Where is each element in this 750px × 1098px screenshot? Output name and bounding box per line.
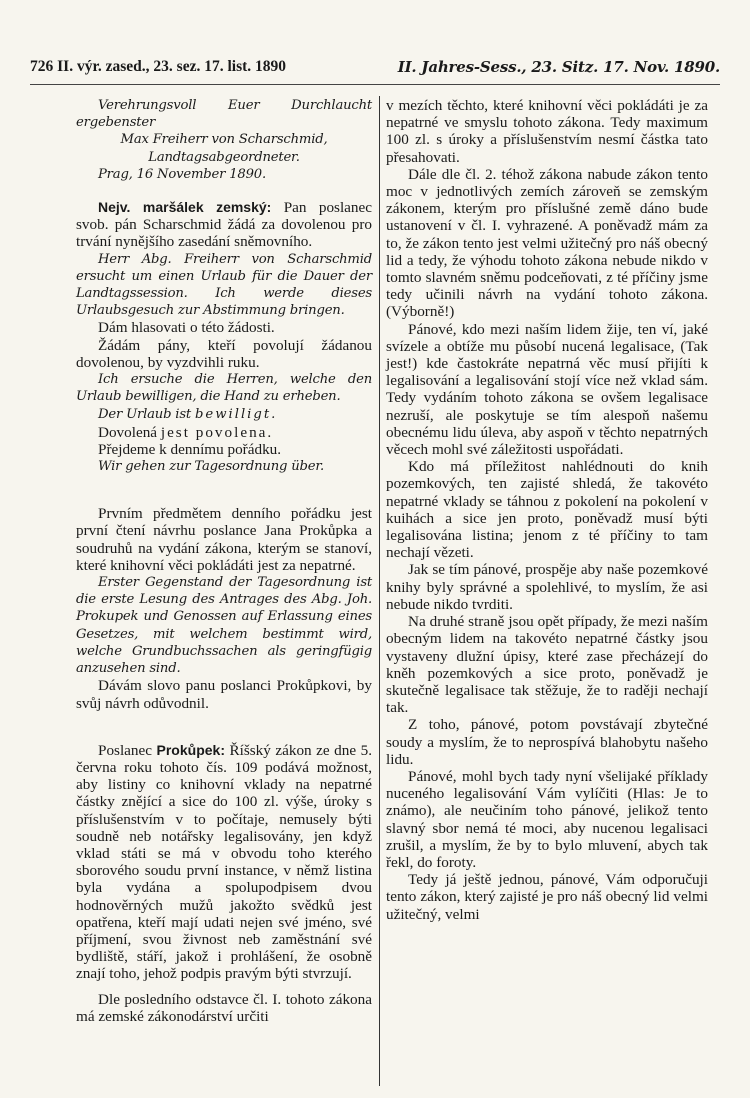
right-column: [386, 97, 708, 923]
text-emphasis: bewilligt.: [194, 407, 278, 423]
paragraph-examples: Pánové, mohl bych tady nyní všelijaké příklady nuceného legalisování Vám vylíčiti (Hlas: Je to známo), ale neučiním toho pánové, jelikož tento slavný sbor nemá té moci, aby nucenou legalisaci zrušil, a myslím, že by to bylo mluvení, abych tak řekl, do foroty.: [386, 767, 708, 871]
paragraph-useless-courts: Z toho, pánové, potom povstávají zbytečné soudy a myslím, že to neprospívá blahobytu našeho lidu.: [386, 716, 708, 768]
running-header: [30, 58, 720, 76]
column-divider: [379, 96, 380, 1086]
header-czech: 726 II. výr. zased., 23. sez. 17. list. 1890: [30, 58, 287, 75]
paragraph-vote-call: Dám hlasovati o této žádosti.: [98, 319, 275, 337]
text-part: Der Urlaub ist: [98, 407, 195, 423]
paragraph-text: Pan poslanec svob. pán Scharschmid žádá za dovolenou pro trvání nynějšího zasedání sněmovního.: [76, 199, 372, 251]
paragraph-legalisation: Pánové, kdo mezi naším lidem žije, ten ví, jaké svízele a obtíže mu působí nucená legalisace, (Tak jest!) kde častokráte nepatrná věc musí přijíti k legalisování a legalisování stojí více než vklad sám. Tedy vydáním tohoto zákona se ovšem legalisace nezruší, ale poskytuje se tím alespoň našemu obecnému lidu úleva, aby aspoň v těchto nepatrných věcech mohl své záležitosti uspořádati.: [386, 320, 708, 459]
text-part: Dovolená: [98, 423, 161, 441]
paragraph-continued: v mezích těchto, které knihovní věci pokládáti je za nepatrné ve smyslu tohoto zákona. Tedy maximum 100 zl. s úroky a příslušenstvím nesmí částka tato přesahovati.: [386, 97, 708, 166]
speaker-name: Nejv. maršálek zemský:: [98, 199, 272, 216]
signature-name: Max Freiherr von Scharschmid,: [120, 132, 328, 148]
paragraph-article-two: Dále dle čl. 2. téhož zákona nabude zákon tento moc v jednotlivých zemích zároveň se zemským zákonem, kterým pro příslušné země dáno bude ustanovení v čl. I. vyhrazené. A poněvadž mám za to, že zákon tento jest velmi užitečný pro náš obecný lid a tedy, že výhodu tohoto zákona nebude nikdo v tomto slavném sněmu podceňovati, z té příčiny jsme tedy učinili návrh na vydání tohoto zákona. (Výborně!): [386, 165, 708, 321]
signature-date: Prag, 16 November 1890.: [98, 166, 266, 182]
paragraph-speaker-marshal: [76, 199, 372, 251]
paragraph-other-cases: Na druhé straně jsou opět případy, že mezi naším obecným lidem na takovéto nepatrné částky jsou vystaveny dlužní úpisy, které zase přecházejí do kněh pozemkových a sice proto, poněvadž je skutečně legalisace tak stěžuje, že to raději nechají tak.: [386, 613, 708, 717]
paragraph-agenda-german: Wir gehen zur Tagesordnung über.: [98, 459, 325, 475]
paragraph-first-item: Prvním předmětem denního pořádku jest první čtení návrhu poslance Jana Prokůpka a soudruhů na vydání zákona, kterým se stanoví, které knihovní věci pokládáti jest za nepatrné.: [76, 505, 372, 574]
signature-closing: Verehrungsvoll Euer Durchlaucht ergebenster: [76, 98, 372, 131]
paragraph-text: Říšský zákon ze dne 5. června roku tohoto čís. 109 podává možnost, aby listiny co knihovní vklady na nepatrné částky znějící a sice do 100 zl. výše, úroky s příslušenstvím v to počítaje, nemusely býti soudně neb notářsky legalisovány, jen když vklad státi se má v obvodu toho kterého sborového soudu první instance, v němž listina byla vydána a spolupodpisem dvou hodnověrných mužů jakožto svědků jest opatřena, kteří mají udati nejen své jméno, své příjmení, svou živnost neb zaměstnání své bydliště, stáří, jakož i prohlášení, že osobně znají toho, jehož podpis pravým býti stvrzují.: [76, 741, 372, 983]
paragraph-last-section: Dle posledního odstavce čl. I. tohoto zákona má zemské zákonodárství určiti: [76, 990, 372, 1025]
paragraph-german-request: Herr Abg. Freiherr von Scharschmid ersucht um einen Urlaub für die Dauer der Landtagssession. Ich werde dieses Urlaubsgesuch zur Abstimmung bringen.: [76, 251, 372, 319]
paragraph-first-item-german: Erster Gegenstand der Tagesordnung ist die erste Lesung des Antrages des Abg. Joh. Prokupek und Genossen auf Erlassung eines Gesetzes, mit welchem bestimmt wird, welche Grundbuchssachen als geringfügig anzusehen sind.: [76, 575, 372, 677]
header-german: II. Jahres-Sess., 23. Sitz. 17. Nov. 1890.: [397, 58, 720, 76]
speaker-name: Prokůpek:: [156, 741, 225, 758]
paragraph-recommendation: Tedy já ještě jednou, pánové, Vám odporučuji tento zákon, který zajisté je pro náš obecný lid velmi užitečný, velmi: [386, 871, 708, 923]
paragraph-granted-german: [76, 405, 372, 423]
paragraph-agenda-czech: Přejdeme k dennímu pořádku.: [98, 440, 282, 458]
paragraph-reliable-books: Jak se tím pánové, prospěje aby naše pozemkové knihy byly správné a spolehlivé, to myslím, že asi nebude nikdo tvrditi.: [386, 561, 708, 613]
paragraph-floor-given: Dávám slovo panu poslanci Prokůpkovi, by svůj návrh odůvodnil.: [76, 677, 372, 712]
text-emphasis: jest povolena.: [160, 423, 274, 441]
paragraph-prokupek-speech: [76, 742, 372, 983]
left-column: [76, 97, 372, 1025]
paragraph-granted-czech: [76, 424, 372, 441]
signature-title: Landtagsabgeordneter.: [148, 149, 300, 165]
paragraph-vote-request: Žádám pány, kteří povolují žádanou dovolenou, by vyzdvihli ruku.: [76, 336, 372, 371]
paragraph-german-vote: Ich ersuche die Herren, welche den Urlaub bewilligen, die Hand zu erheben.: [76, 372, 372, 405]
paragraph-land-registry: Kdo má příležitost nahlédnouti do knih pozemkových, ten zajisté shledá, že takovéto nepatrné vklady se táhnou z pokolení na pokolení v kuihách a sice jen proto, poněvadž musí býti legalisována listina; jenom z té příčiny to tam nechají vězeti.: [386, 458, 708, 562]
text-part: Poslanec: [98, 741, 157, 759]
header-rule: [30, 84, 720, 85]
